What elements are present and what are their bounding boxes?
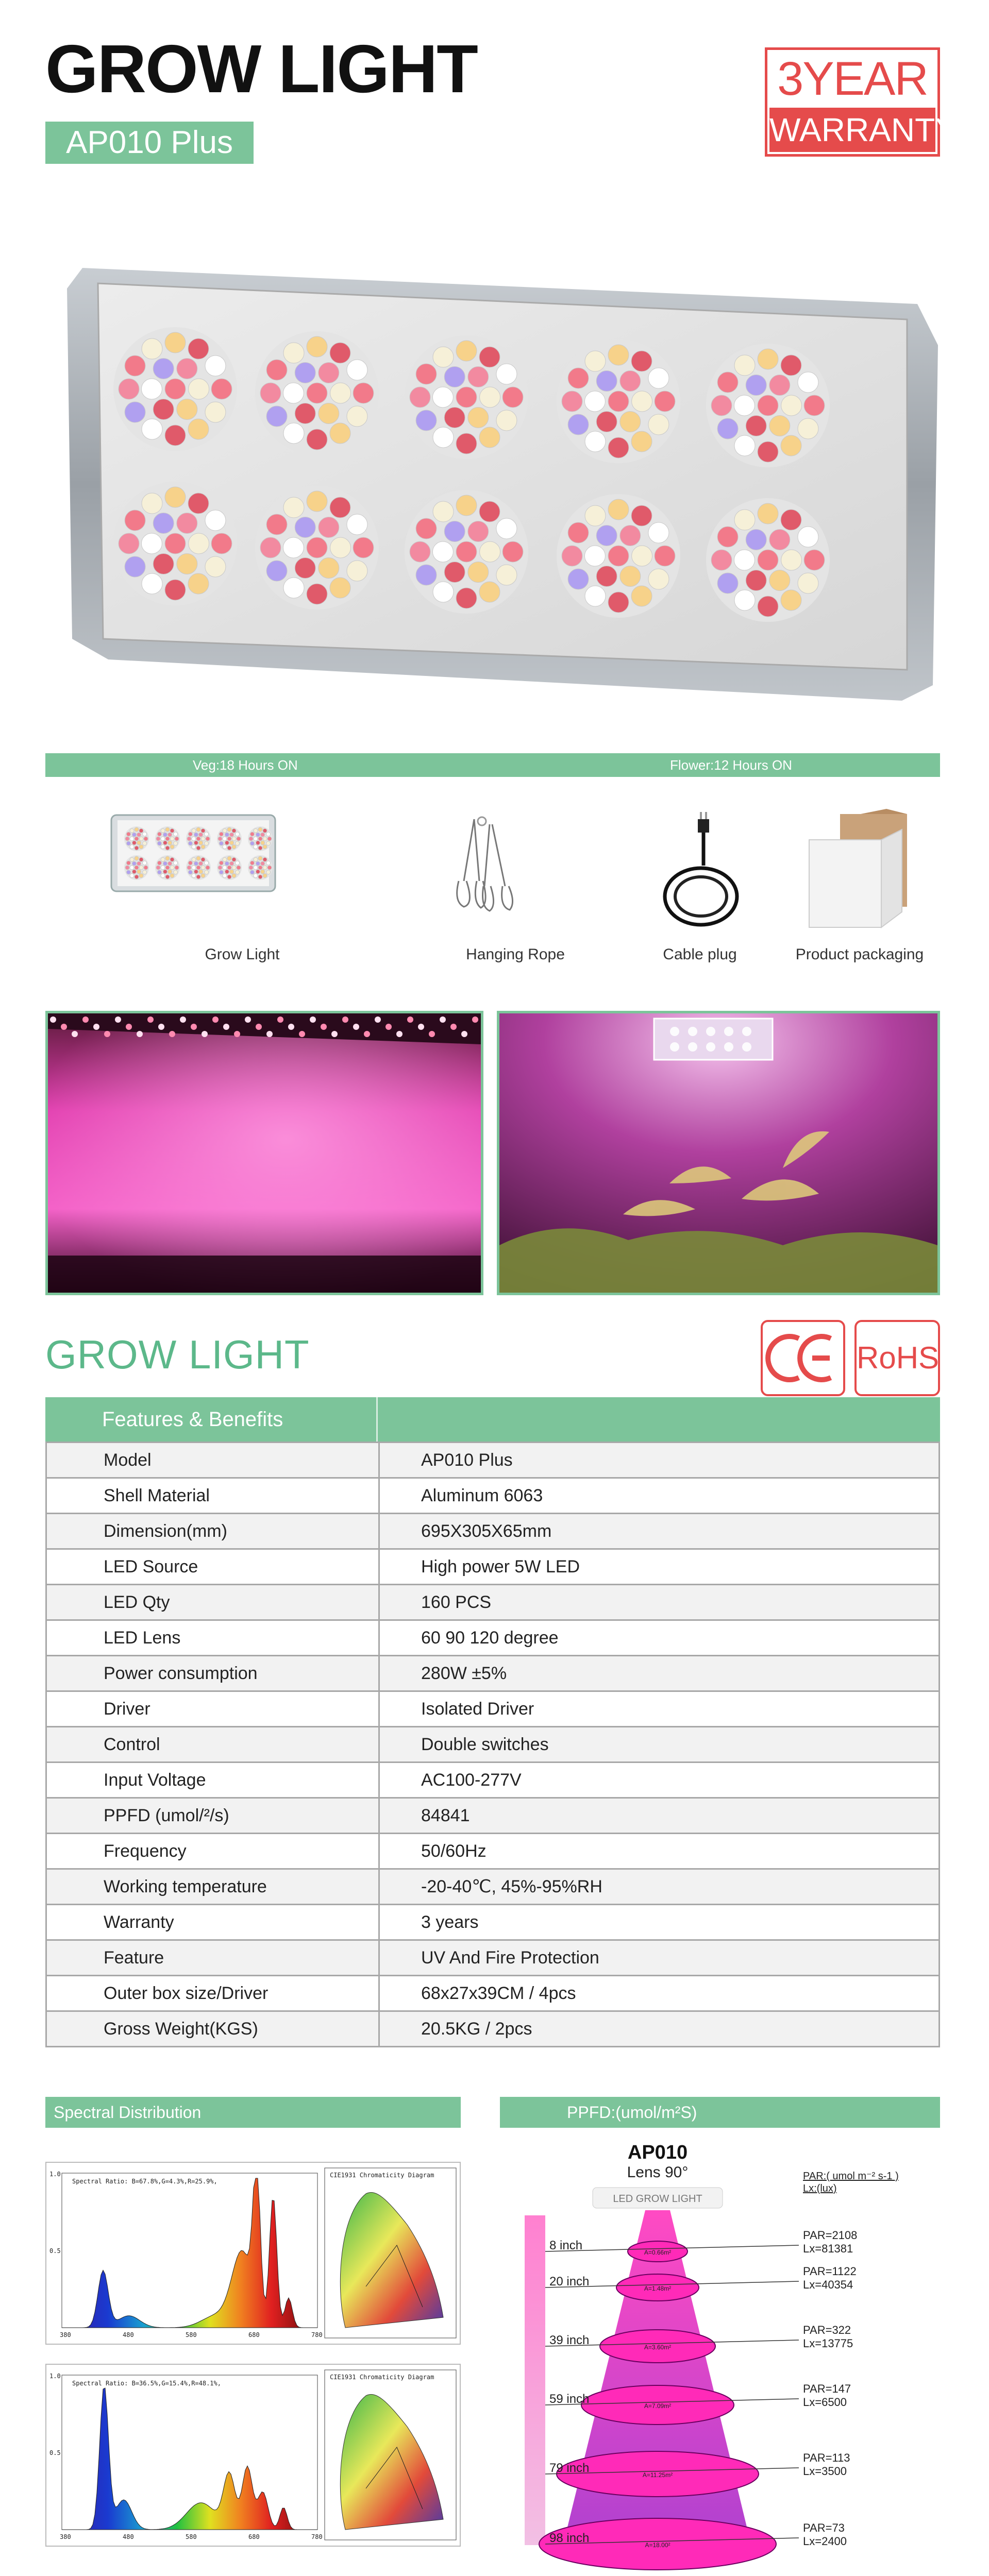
ppfd-title: PPFD:(umol/m²S) [567,2103,697,2122]
veg-schedule: Veg:18 Hours ON [193,757,298,773]
x-tick: 580 [186,2533,197,2540]
spec-key: Power consumption [46,1656,379,1691]
x-tick: 380 [60,2533,71,2540]
light-schedule-banner [45,753,940,777]
lamp-label: LED GROW LIGHT [613,2193,702,2205]
spec-row [46,1478,940,1514]
accessory-grow-light-image [108,809,278,896]
x-tick: 480 [123,2533,134,2540]
page-title: GROW LIGHT [45,31,477,107]
x-tick: 780 [311,2533,323,2540]
spec-value: -20-40℃, 45%-95%RH [379,1869,940,1905]
spec-row [46,1514,940,1549]
hanging-rope-image [443,814,526,933]
spec-value: 60 90 120 degree [379,1620,940,1656]
grow-room-photo-1 [45,1011,483,1295]
spec-row [46,1727,940,1762]
spec-row [46,1869,940,1905]
spec-value: 695X305X65mm [379,1514,940,1549]
ppfd-area: A=18.00² [645,2541,670,2549]
spec-value: 68x27x39CM / 4pcs [379,1976,940,2011]
spec-row [46,1549,940,1585]
spec-row [46,1905,940,1940]
x-tick: 580 [186,2331,197,2338]
x-tick: 480 [123,2331,134,2338]
spec-key: Shell Material [46,1478,379,1514]
rohs-mark: RoHS [854,1320,940,1396]
product-hero-image [62,258,943,706]
ppfd-height: 8 inch [549,2239,583,2252]
ppfd-area: A=1.48m² [644,2285,672,2292]
grow-light-panel [62,258,943,706]
spec-key: Warranty [46,1905,379,1940]
ppfd-par: PAR=113 [803,2451,850,2464]
spec-value: 3 years [379,1905,940,1940]
x-tick: 380 [60,2331,71,2338]
ppfd-lux: Lx=2400 [803,2535,847,2548]
spec-value: Double switches [379,1727,940,1762]
warranty-label: WARRANTY [769,108,935,152]
ppfd-height: 20 inch [549,2275,590,2289]
spectral-title: Spectral Distribution [54,2103,202,2122]
y-tick: 0.5 [49,2247,61,2255]
ppfd-area: A=3.60m² [644,2344,672,2351]
spec-value: 280W ±5% [379,1656,940,1691]
spec-key: LED Source [46,1549,379,1585]
spec-key: Input Voltage [46,1762,379,1798]
ppfd-area: A=7.09m² [644,2402,672,2410]
ppfd-lux: Lx=3500 [803,2465,847,2478]
ce-icon [763,1322,843,1394]
spec-value: 20.5KG / 2pcs [379,2011,940,2047]
spec-key: Gross Weight(KGS) [46,2011,379,2047]
spec-row [46,1620,940,1656]
spec-row [46,1940,940,1976]
ppfd-par: PAR=322 [803,2324,851,2336]
product-packaging-image [804,809,917,933]
ppfd-diagram [510,2138,940,2576]
spectral-ratio-2: Spectral Ratio: B=36.5%,G=15.4%,R=48.1%, [72,2380,221,2387]
ppfd-lux: Lx=40354 [803,2278,853,2291]
header-divider [376,1397,378,1442]
cie-title: CIE1931 Chromaticity Diagram [330,2374,434,2381]
spectral-banner [45,2097,461,2128]
spec-row [46,1585,940,1620]
spec-value: 50/60Hz [379,1834,940,1869]
x-tick: 680 [248,2331,260,2338]
spec-table-body [45,1442,940,2047]
legend-par: PAR:( umol m⁻² s-1 ) [803,2171,899,2182]
spec-value: High power 5W LED [379,1549,940,1585]
spec-row [46,1976,940,2011]
spec-key: LED Lens [46,1620,379,1656]
spec-value: Isolated Driver [379,1691,940,1727]
accessory-label: Product packaging [795,946,924,963]
spec-value: Aluminum 6063 [379,1478,940,1514]
ppfd-lux: Lx=81381 [803,2242,853,2255]
y-tick: 0.5 [49,2449,61,2456]
ppfd-par: PAR=147 [803,2382,851,2395]
spec-key: Working temperature [46,1869,379,1905]
specs-section-title: GROW LIGHT [45,1332,310,1377]
ppfd-banner [500,2097,940,2128]
ce-mark [761,1320,845,1396]
ppfd-par: PAR=2108 [803,2229,858,2242]
x-tick: 680 [248,2533,260,2540]
ppfd-height: 59 inch [549,2392,590,2406]
spec-value: UV And Fire Protection [379,1940,940,1976]
spec-row [46,1443,940,1478]
warranty-badge [765,47,957,157]
spec-key: Control [46,1727,379,1762]
spectrum-graph-2 [45,2364,461,2547]
ppfd-height: 79 inch [549,2461,590,2475]
cie-title: CIE1931 Chromaticity Diagram [330,2172,434,2179]
ppfd-lens: Lens 90° [627,2164,689,2181]
ppfd-lux: Lx=13775 [803,2337,853,2350]
spec-key: Driver [46,1691,379,1727]
ppfd-height: 98 inch [549,2531,590,2545]
ppfd-area: A=11.25m² [642,2471,673,2479]
spec-key: Model [46,1443,379,1478]
accessory-label: Grow Light [205,946,280,963]
flower-schedule: Flower:12 Hours ON [670,757,792,773]
spec-value: 84841 [379,1798,940,1834]
spec-header-label: Features & Benefits [102,1408,283,1431]
ppfd-par: PAR=1122 [803,2265,857,2278]
spec-row [46,1798,940,1834]
spec-key: Frequency [46,1834,379,1869]
spec-row [46,1834,940,1869]
ppfd-par: PAR=73 [803,2521,845,2534]
spec-row [46,2011,940,2047]
ppfd-lux: Lx=6500 [803,2396,847,2409]
spectral-ratio-1: Spectral Ratio: B=67.8%,G=4.3%,R=25.9%, [72,2178,217,2185]
y-tick: 1.0 [49,2372,61,2380]
spec-value: AC100-277V [379,1762,940,1798]
ppfd-model: AP010 [627,2142,688,2163]
spec-key: LED Qty [46,1585,379,1620]
grow-room-photo-2 [497,1011,940,1295]
spectrum-graph-1 [45,2162,461,2345]
spec-row [46,1656,940,1691]
y-tick: 1.0 [49,2171,61,2178]
spec-table-header [45,1397,940,1442]
spec-value: 160 PCS [379,1585,940,1620]
accessory-label: Hanging Rope [466,946,565,963]
ppfd-area: A=0.66m² [644,2249,672,2256]
spec-value: AP010 Plus [379,1443,940,1478]
spec-row [46,1691,940,1727]
legend-lx: Lx:(lux) [803,2183,837,2194]
warranty-years: 3YEAR [777,53,928,105]
spec-key: Outer box size/Driver [46,1976,379,2011]
model-badge: AP010 Plus [45,122,254,164]
ppfd-height: 39 inch [549,2333,590,2347]
spec-row [46,1762,940,1798]
spec-key: Feature [46,1940,379,1976]
height-scale-bar [525,2215,545,2545]
spec-key: Dimension(mm) [46,1514,379,1549]
cable-plug-image [655,809,747,933]
spec-key: PPFD (umol/²/s) [46,1798,379,1834]
accessory-label: Cable plug [663,946,737,963]
spec-table [45,1442,940,2047]
x-tick: 780 [311,2331,323,2338]
